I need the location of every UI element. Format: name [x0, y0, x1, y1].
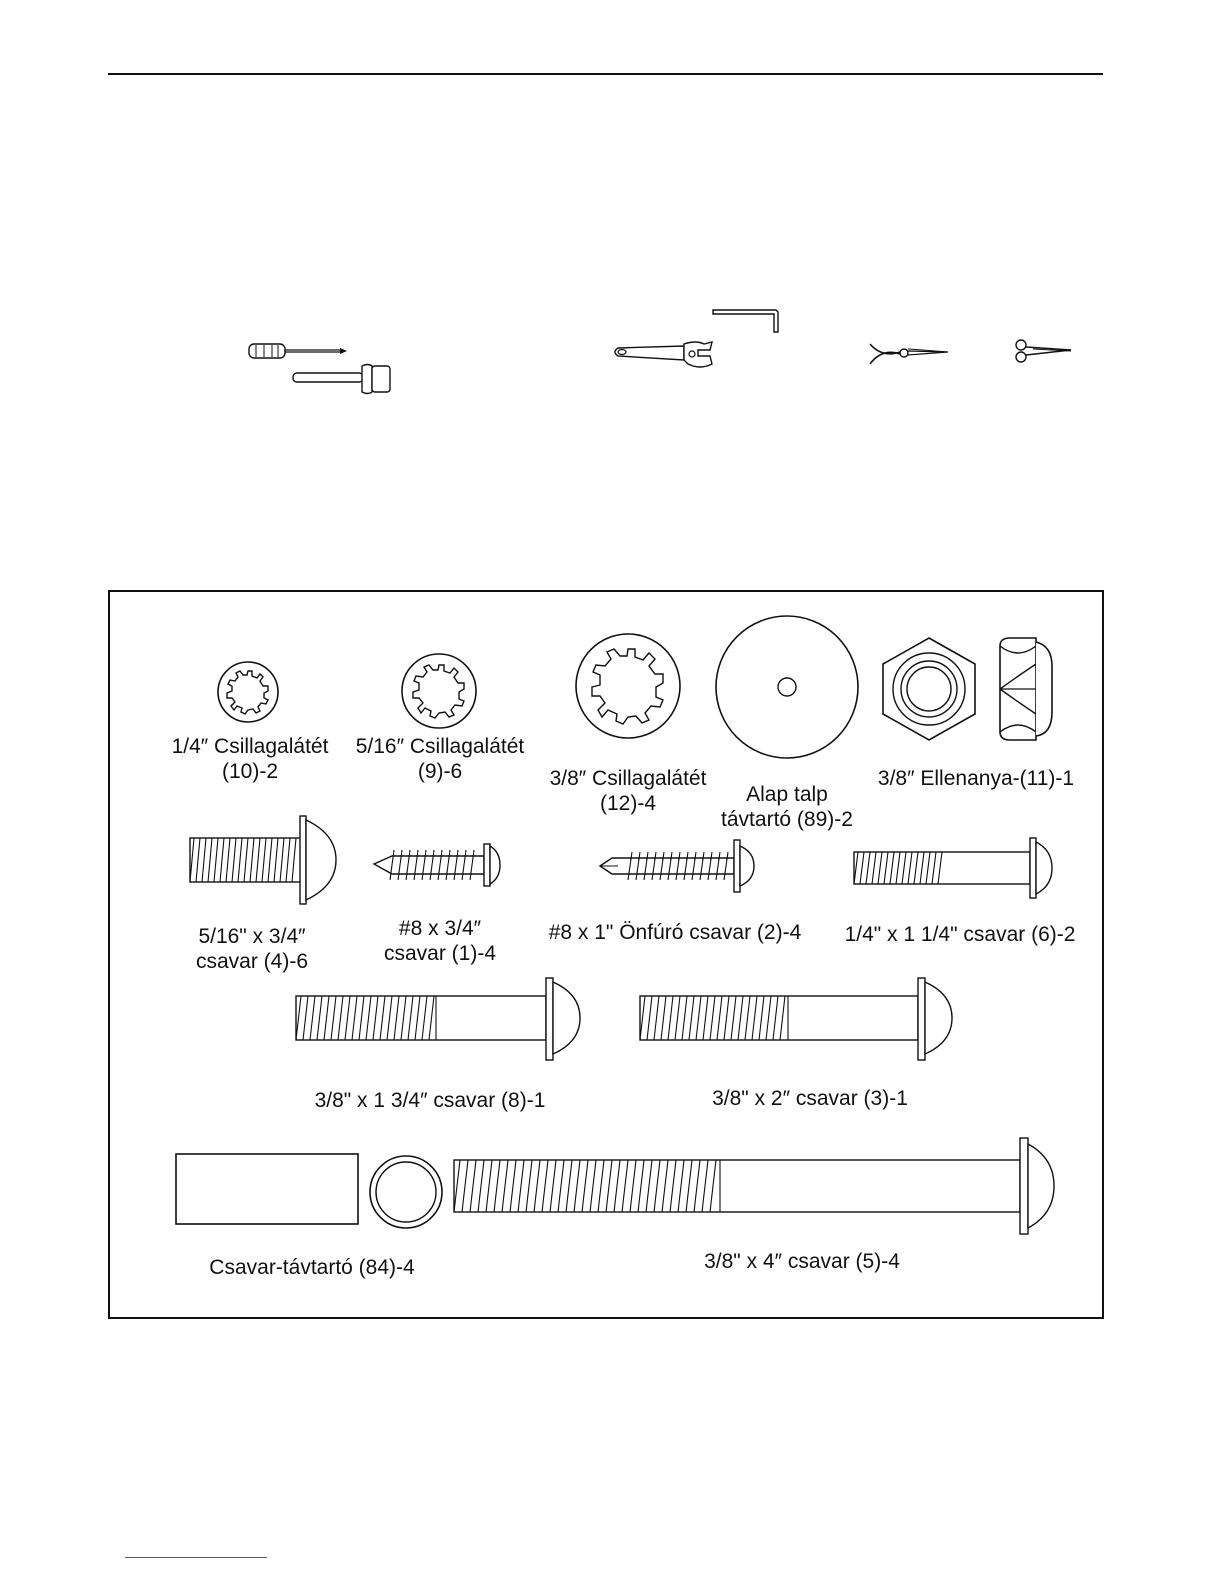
adjustable-wrench-icon — [612, 340, 714, 370]
star-washer-3-8-label: 3/8″ Csillagalátét (12)-4 — [549, 767, 707, 815]
screw-5-icon — [452, 1136, 1056, 1236]
screw-5-label: 3/8" x 4″ csavar (5)-4 — [704, 1250, 900, 1273]
needle-nose-pliers-icon — [868, 340, 950, 366]
spacer-84-side-icon — [174, 1152, 362, 1228]
footer-link-underline — [125, 1557, 267, 1558]
hex-key-icon — [712, 308, 782, 334]
header-rule — [108, 73, 1103, 75]
screw-6-icon — [852, 836, 1054, 900]
screw-4-label: 5/16" x 3/4″ csavar (4)-6 — [195, 925, 309, 973]
star-washer-quarter-icon — [216, 660, 280, 724]
screw-8-icon — [294, 976, 582, 1062]
screw-6-label: 1/4" x 1 1/4" csavar (6)-2 — [844, 923, 1076, 946]
hardware-identification-panel — [108, 590, 1104, 1319]
screw-8-label: 3/8" x 1 3/4″ csavar (8)-1 — [314, 1089, 546, 1112]
base-foot-spacer-icon — [714, 614, 860, 760]
star-washer-3-8-icon — [574, 632, 682, 740]
screw-1-icon — [372, 842, 502, 888]
jam-nut-front-icon — [880, 636, 978, 742]
base-foot-spacer-label: Alap talp távtartó (89)-2 — [721, 783, 853, 831]
rubber-mallet-icon — [292, 363, 392, 395]
spacer-84-end-icon — [368, 1154, 444, 1230]
screw-4-icon — [188, 814, 338, 906]
screw-2-icon — [598, 838, 758, 894]
screw-3-icon — [638, 976, 954, 1062]
scissors-icon — [1013, 338, 1073, 364]
star-washer-5-16-label: 5/16″ Csillagalátét (9)-6 — [355, 735, 525, 783]
screw-2-label: #8 x 1" Önfúró csavar (2)-4 — [548, 921, 802, 944]
screw-1-label: #8 x 3/4″ csavar (1)-4 — [383, 917, 497, 965]
jam-nut-side-icon — [996, 636, 1054, 742]
star-washer-5-16-icon — [400, 652, 478, 730]
screw-3-label: 3/8" x 2″ csavar (3)-1 — [712, 1087, 908, 1110]
jam-nut-label: 3/8″ Ellenanya-(11)-1 — [877, 767, 1075, 790]
star-washer-quarter-label: 1/4″ Csillagalátét (10)-2 — [171, 735, 329, 783]
screwdriver-icon — [248, 340, 348, 362]
spacer-84-label: Csavar-távtartó (84)-4 — [209, 1256, 415, 1279]
